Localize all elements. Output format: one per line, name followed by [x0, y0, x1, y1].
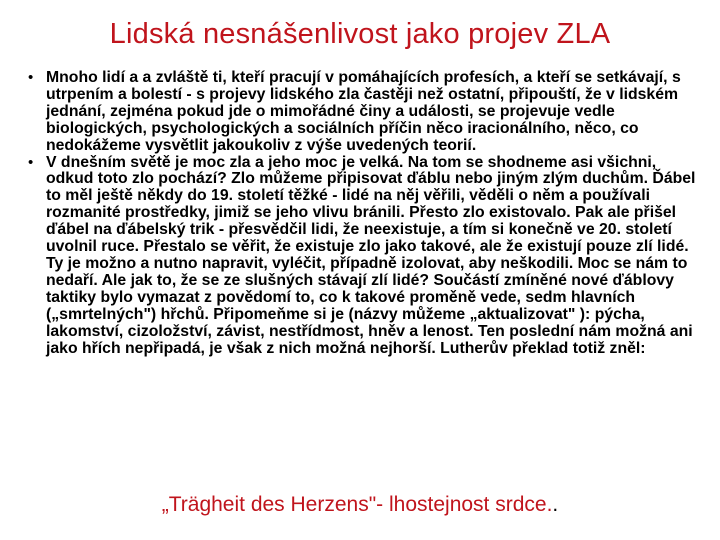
bullet-list — [28, 70, 703, 357]
bullet-text: V dnešním světě je moc zla a jeho moc je velká. Na tom se shodneme asi všichni, odkud toto zlo pochází? Zlo můžeme připisovat ďáblu nebo jiným zlým duchům. Ďábel to měl ještě někdy do 19. století těžké - lidé na něj věřili, věděli o něm a používali rozmanité prostředky, jimiž se jeho vlivu bránili. Přesto zlo existovalo. Pak ale přišel ďábel na ďábelský trik - přesvědčil lidi, že neexistuje, a tím si konečně ve 20. století uvolnil ruce. Přestalo se věřit, že existuje zlo jako takové, ale že existují pouze zlí lidé. Ty je možno a nutno napravit, vyléčit, případně izolovat, aby neškodili. Moc se nám to nedaří. Ale jak to, že se ze slušných stávají zlí lidé? Součástí zmíněné nové ďáblovy taktiky bylo vymazat z povědomí to, co k takové proměně vede, sedm hlavních („smrtelných") hřchů. Připomeňme si je (názvy můžeme „aktualizovat" ): pýcha, lakomství, cizoložství, závist, nestřídmost, hněv a lenost. Ten poslední nám možná ani jako hřích nepřipadá, je však z nich možná nejhorší. Lutherův překlad totiž zněl: — [46, 153, 696, 357]
closing-period: . — [552, 493, 559, 516]
slide-title: Lidská nesnášenlivost jako projev ZLA — [109, 18, 611, 50]
bullet-point-icon: • — [28, 153, 34, 171]
bullet-point-icon: • — [28, 69, 34, 86]
closing-quote: „Trägheit des Herzens"- lhostejnost srdce. — [161, 493, 553, 516]
closing-line — [0, 493, 720, 517]
bullet-item — [28, 70, 703, 155]
bullet-text: Mnoho lidí a a zvláště ti, kteří pracují v pomáhajících profesích, a kteří se setkávají, s utrpením a bolestí - s projevy lidského zla častěji než ostatní, připouští, že v lidském jednání, zejména pokud jde o mimořádné činy a události, se projevuje vedle biologických, psychologických a sociálních příčin něco iracionálního, něco, co nedokážeme vysvětlit jakoukoliv z výše uvedených teorií. — [46, 69, 681, 154]
bullet-item — [28, 155, 703, 358]
